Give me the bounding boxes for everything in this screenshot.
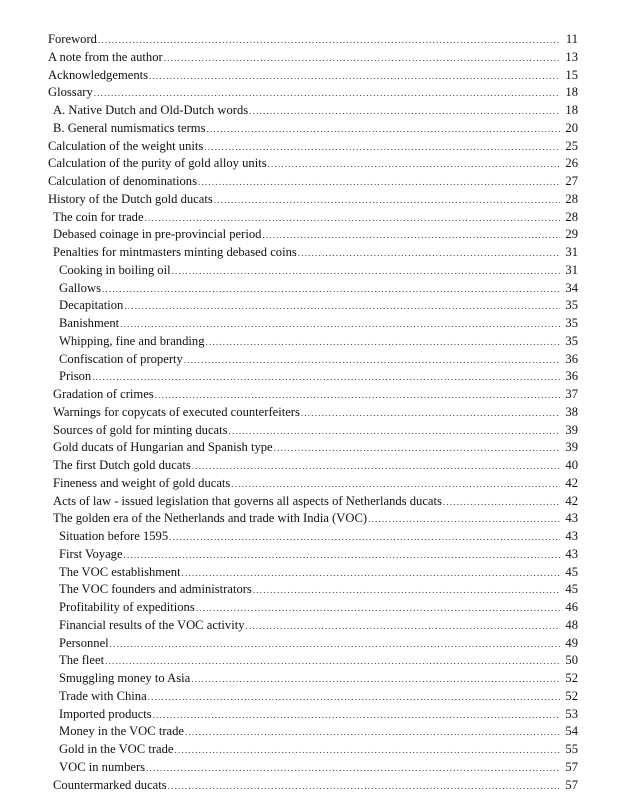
toc-entry-title: Acknowledgements [48,67,149,82]
toc-dot-leader [253,582,560,600]
toc-entry[interactable] [48,404,578,422]
toc-entry-title: Calculation of the weight units [48,138,204,153]
toc-entry[interactable] [48,84,578,102]
toc-dot-leader [172,263,560,281]
toc-dot-leader [175,742,561,760]
toc-entry-page-number: 27 [565,174,578,188]
toc-entry-page-number: 43 [565,529,578,543]
toc-entry-page-number: 15 [565,67,578,82]
toc-entry-page-number: 36 [565,369,578,384]
toc-dot-leader [124,298,560,316]
toc-entry[interactable] [48,120,578,138]
toc-dot-leader [298,245,560,263]
toc-dot-leader [168,778,560,796]
toc-entry[interactable] [48,439,578,457]
toc-dot-leader [182,565,561,583]
toc-entry-title: Personnel [59,635,109,650]
toc-dot-leader [184,352,560,370]
toc-entry-title: The coin for trade [53,209,144,224]
toc-entry[interactable] [48,777,578,795]
toc-entry-page-number: 50 [565,653,578,668]
toc-entry-title: Sources of gold for minting ducats [53,422,228,437]
toc-entry-title: Smuggling money to Asia [59,671,191,685]
toc-entry-page-number: 31 [565,262,578,277]
toc-entry[interactable] [48,510,578,528]
toc-entry-title: A note from the author [48,49,163,64]
toc-entry[interactable] [48,244,578,262]
toc-dot-leader [249,103,560,121]
toc-entry[interactable] [48,262,578,280]
toc-dot-leader [153,707,560,725]
toc-entry-page-number: 29 [565,227,578,242]
toc-entry[interactable] [48,297,578,315]
toc-entry-page-number: 43 [565,546,578,561]
toc-dot-leader [102,281,560,299]
toc-entry-page-number: 55 [565,742,578,756]
toc-entry-title: Penalties for mintmasters minting debased coins [53,245,297,259]
toc-entry[interactable] [48,280,578,298]
toc-entry-page-number: 39 [565,422,578,437]
toc-dot-leader [124,547,560,565]
toc-dot-leader [443,494,560,512]
toc-dot-leader [146,760,560,778]
toc-entry-page-number: 20 [565,120,578,135]
toc-entry-title: VOC in numbers [59,759,146,774]
toc-entry[interactable] [48,102,578,120]
toc-entry-page-number: 42 [565,475,578,490]
toc-entry[interactable] [48,173,578,191]
toc-entry-page-number: 35 [565,316,578,330]
toc-entry-title: First Voyage [59,546,123,561]
toc-dot-leader [229,423,560,441]
toc-entry[interactable] [48,706,578,724]
toc-entry-page-number: 37 [565,387,578,401]
toc-dot-leader [110,636,560,654]
toc-entry-page-number: 18 [565,85,578,100]
toc-entry-title: Gold ducats of Hungarian and Spanish type [53,440,273,455]
toc-entry[interactable] [48,617,578,635]
toc-dot-leader [98,32,560,50]
toc-dot-leader [214,192,560,210]
toc-entry-page-number: 39 [565,440,578,455]
toc-entry[interactable] [48,599,578,617]
toc-dot-leader [164,50,560,68]
toc-entry-title: Foreword [48,32,97,46]
toc-dot-leader [206,334,561,352]
toc-entry-title: Glossary [48,85,93,100]
toc-dot-leader [145,210,560,228]
toc-dot-leader [191,671,560,689]
toc-entry-title: Calculation of denominations [48,174,197,188]
toc-entry-page-number: 42 [565,493,578,508]
toc-dot-leader [301,405,560,423]
toc-entry[interactable] [48,670,578,688]
toc-entry-page-number: 46 [565,600,578,614]
toc-entry-page-number: 18 [565,103,578,117]
toc-entry[interactable] [48,209,578,227]
toc-entry[interactable] [48,226,578,244]
toc-entry-title: Gold in the VOC trade [59,742,174,756]
toc-entry[interactable] [48,652,578,670]
toc-entry-page-number: 11 [565,32,578,46]
toc-entry-title: The VOC establishment [59,564,181,579]
toc-entry-page-number: 38 [565,404,578,419]
toc-entry-title: The VOC founders and administrators [59,582,252,597]
toc-dot-leader [246,618,561,636]
toc-entry-title: Confiscation of property [59,351,183,366]
toc-entry-title: Whipping, fine and branding [59,333,205,348]
toc-entry[interactable] [48,475,578,493]
toc-entry-page-number: 40 [565,458,578,472]
toc-entry-title: The golden era of the Netherlands and trade with India (VOC) [53,511,368,526]
toc-entry[interactable] [48,138,578,156]
toc-entry[interactable] [48,315,578,333]
toc-dot-leader [196,600,560,618]
toc-dot-leader [155,387,560,405]
toc-entry[interactable] [48,368,578,386]
toc-entry[interactable] [48,759,578,777]
toc-entry-page-number: 52 [565,688,578,703]
toc-entry-page-number: 28 [565,209,578,224]
toc-entry[interactable] [48,635,578,653]
toc-entry[interactable] [48,386,578,404]
toc-entry-title: Situation before 1595 [59,529,169,543]
toc-entry-page-number: 34 [565,280,578,295]
toc-entry-page-number: 45 [565,582,578,597]
toc-entry-title: Profitability of expeditions [59,600,195,614]
toc-entry-title: Acts of law - issued legislation that governs all aspects of Netherlands ducats [53,493,442,508]
toc-entry-title: Gallows [59,280,101,295]
toc-entry-title: The first Dutch gold ducats [53,458,191,472]
toc-entry-title: Imported products [59,706,152,721]
toc-dot-leader [149,68,560,86]
toc-entry[interactable] [48,49,578,67]
toc-entry-title: Prison [59,369,92,384]
toc-dot-leader [169,529,560,547]
toc-dot-leader [231,476,560,494]
toc-entry[interactable] [48,351,578,369]
toc-entry[interactable] [48,688,578,706]
toc-entry[interactable] [48,333,578,351]
toc-entry[interactable] [48,422,578,440]
toc-entry[interactable] [48,581,578,599]
toc-dot-leader [92,369,560,387]
toc-dot-leader [94,85,560,103]
toc-dot-leader [368,511,560,529]
toc-entry-title: Money in the VOC trade [59,724,184,739]
toc-entry-page-number: 49 [565,635,578,650]
toc-entry-page-number: 43 [565,511,578,526]
toc-entry-page-number: 54 [565,724,578,739]
toc-dot-leader [105,653,560,671]
toc-entry-title: Debased coinage in pre-provincial period [53,227,262,242]
toc-entry-title: Decapitation [59,298,124,313]
toc-entry[interactable] [48,31,578,49]
toc-entry-title: Cooking in boiling oil [59,262,171,277]
toc-entry-title: Financial results of the VOC activity [59,617,245,632]
toc-entry-title: Countermarked ducats [53,777,167,792]
toc-entry-page-number: 52 [565,671,578,685]
toc-entry-page-number: 57 [565,759,578,774]
toc-entry-page-number: 35 [565,298,578,313]
toc-entry-page-number: 48 [565,617,578,632]
toc-entry-page-number: 26 [565,156,578,171]
toc-entry-title: The fleet [59,653,105,668]
toc-entry-page-number: 13 [565,49,578,64]
toc-entry[interactable] [48,67,578,85]
toc-entry-page-number: 45 [565,564,578,579]
toc-dot-leader [120,316,560,334]
toc-entry-title: Warnings for copycats of executed counterfeiters [53,404,300,419]
toc-entry[interactable] [48,457,578,475]
toc-dot-leader [207,121,561,139]
toc-entry[interactable] [48,528,578,546]
toc-entry-page-number: 57 [565,777,578,792]
toc-dot-leader [274,440,560,458]
toc-entry-page-number: 36 [565,351,578,366]
table-of-contents [48,31,578,794]
toc-dot-leader [262,227,560,245]
toc-entry[interactable] [48,493,578,511]
toc-entry[interactable] [48,191,578,209]
toc-entry-page-number: 28 [565,191,578,206]
toc-entry-title: Trade with China [59,688,147,703]
toc-entry-page-number: 31 [565,245,578,259]
toc-dot-leader [192,458,560,476]
toc-entry[interactable] [48,723,578,741]
toc-entry-title: Calculation of the purity of gold alloy units [48,156,267,171]
toc-dot-leader [185,724,560,742]
toc-entry[interactable] [48,155,578,173]
toc-dot-leader [198,174,560,192]
toc-entry-page-number: 25 [565,138,578,153]
toc-entry[interactable] [48,741,578,759]
toc-entry-title: B. General numismatics terms [53,120,206,135]
toc-entry-title: Banishment [59,316,120,330]
toc-entry[interactable] [48,564,578,582]
toc-entry-page-number: 53 [565,706,578,721]
toc-dot-leader [148,689,560,707]
toc-entry-title: Fineness and weight of gold ducats [53,475,231,490]
toc-dot-leader [204,139,560,157]
toc-entry-title: History of the Dutch gold ducats [48,191,213,206]
toc-entry-page-number: 35 [565,333,578,348]
toc-dot-leader [268,156,560,174]
toc-entry-title: Gradation of crimes [53,387,154,401]
toc-entry-title: A. Native Dutch and Old-Dutch words [53,103,249,117]
toc-entry[interactable] [48,546,578,564]
